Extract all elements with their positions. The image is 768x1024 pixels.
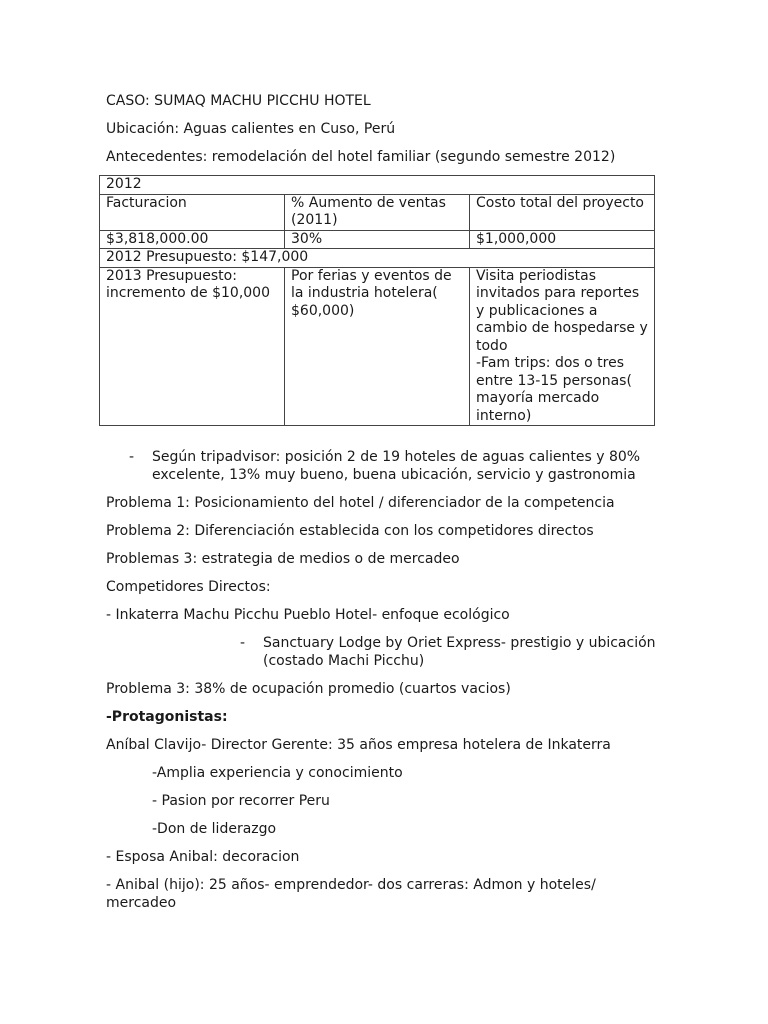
competitor-2-line-1: Sanctuary Lodge by Oriet Express- prestigio y ubicación: [263, 635, 656, 651]
son-line-2: mercadeo: [106, 895, 177, 911]
location-line: Ubicación: Aguas calientes en Cuso, Perú: [106, 121, 396, 137]
problem-3-occupancy: Problema 3: 38% de ocupación promedio (cuartos vacios): [106, 681, 511, 697]
header-cell: Costo total del proyecto: [470, 194, 655, 230]
background-line: Antecedentes: remodelación del hotel familiar (segundo semestre 2012): [106, 149, 616, 165]
wife-line: - Esposa Anibal: decoracion: [106, 849, 300, 865]
case-title: CASO: SUMAQ MACHU PICCHU HOTEL: [106, 93, 371, 109]
protagonists-heading: -Protagonistas:: [106, 709, 228, 725]
value-cell: $3,818,000.00: [100, 230, 285, 249]
table-row: [100, 176, 655, 195]
trait-2: - Pasion por recorrer Peru: [152, 793, 330, 809]
press-visits-text: Visita periodistas invitados para reportes y publicaciones a cambio de hospedarse y todo: [476, 267, 648, 354]
header-cell: % Aumento de ventas (2011): [285, 194, 470, 230]
bullet-marker: -: [129, 449, 135, 465]
competitors-heading: Competidores Directos:: [106, 579, 271, 595]
fam-trips-text: -Fam trips: dos o tres entre 13-15 personas( mayoría mercado interno): [476, 355, 632, 424]
competitor-1: - Inkaterra Machu Picchu Pueblo Hotel- enfoque ecológico: [106, 607, 510, 623]
budget-table: [99, 175, 655, 426]
events-cell: Por ferias y eventos de la industria hotelera( $60,000): [285, 267, 470, 426]
son-line-1: - Anibal (hijo): 25 años- emprendedor- dos carreras: Admon y hoteles/: [106, 877, 596, 893]
problem-3: Problemas 3: estrategia de medios o de mercadeo: [106, 551, 460, 567]
press-cell: [470, 267, 655, 426]
table-row: [100, 194, 655, 230]
table-row: [100, 249, 655, 268]
table-row: [100, 230, 655, 249]
anibal-line: Aníbal Clavijo- Director Gerente: 35 años empresa hotelera de Inkaterra: [106, 737, 611, 753]
budget-2012-cell: 2012 Presupuesto: $147,000: [100, 249, 655, 268]
competitor-2-marker: -: [240, 635, 246, 651]
value-cell: 30%: [285, 230, 470, 249]
year-cell: 2012: [100, 176, 655, 195]
trait-1: -Amplia experiencia y conocimiento: [152, 765, 403, 781]
trait-3: -Don de liderazgo: [152, 821, 277, 837]
competitor-2-line-2: (costado Machi Picchu): [263, 653, 425, 669]
problem-2: Problema 2: Diferenciación establecida con los competidores directos: [106, 523, 594, 539]
tripadvisor-line-2: excelente, 13% muy bueno, buena ubicación, servicio y gastronomia: [152, 467, 636, 483]
tripadvisor-line-1: Según tripadvisor: posición 2 de 19 hoteles de aguas calientes y 80%: [152, 449, 641, 465]
header-cell: Facturacion: [100, 194, 285, 230]
value-cell: $1,000,000: [470, 230, 655, 249]
problem-1: Problema 1: Posicionamiento del hotel / diferenciador de la competencia: [106, 495, 615, 511]
budget-2013-cell: 2013 Presupuesto: incremento de $10,000: [100, 267, 285, 426]
table-row: [100, 267, 655, 426]
